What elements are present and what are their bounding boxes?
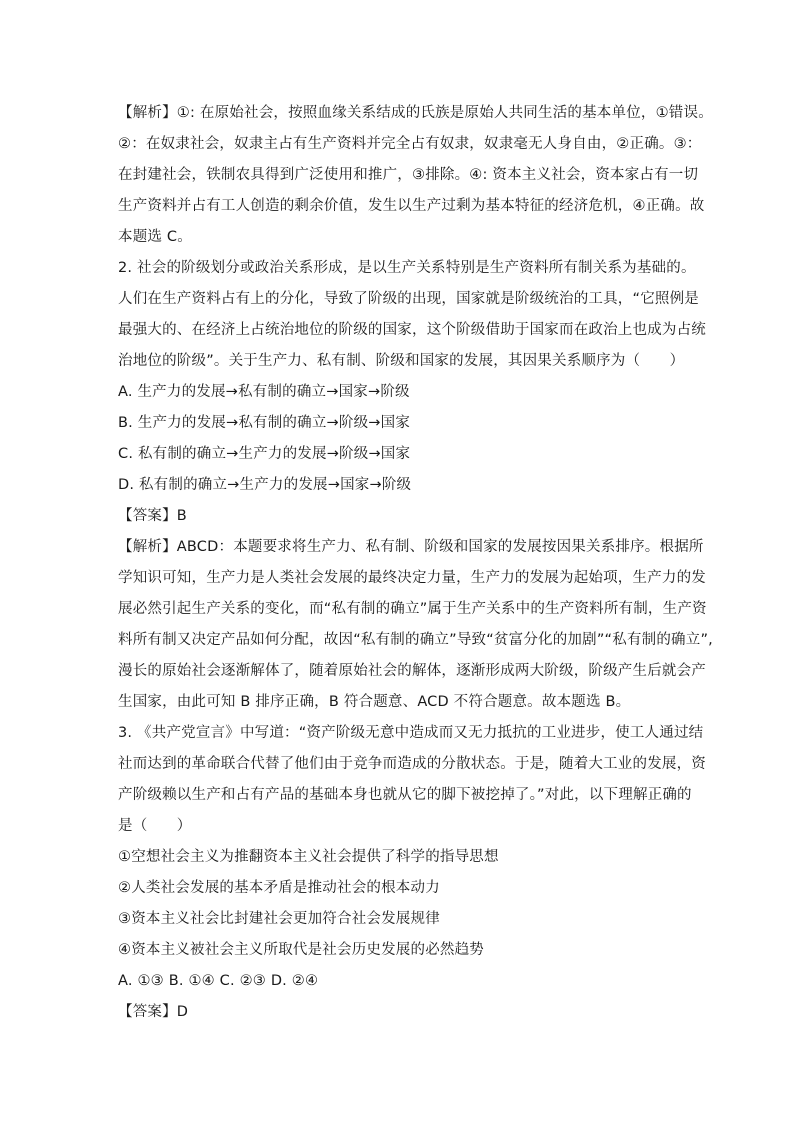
option-d: D. 私有制的确立→生产力的发展→国家→阶级	[118, 477, 412, 493]
text-line: 最强大的、在经济上占统治地位的阶级的国家，这个阶级借助于国家而在政治上也成为占统	[118, 322, 706, 338]
option-c: C. 私有制的确立→生产力的发展→阶级→国家	[118, 446, 411, 462]
question-2-stem: 2. 社会的阶级划分或政治关系形成，是以生产关系特别是生产资料所有制关系为基础的。	[118, 260, 696, 276]
text-line: 生产资料并占有工人创造的剩余价值，发生以生产过剩为基本特征的经济危机，④正确。故	[118, 198, 705, 214]
text-line: 【解析】①: 在原始社会，按照血缘关系结成的氏族是原始人共同生活的基本单位，①错误。	[118, 105, 713, 121]
text-line: 是（ ）	[118, 818, 192, 834]
text-line: 人们在生产资料占有上的分化，导致了阶级的出现，国家就是阶级统治的工具，“它照例是	[118, 291, 700, 307]
answer-label: 【答案】B	[118, 508, 187, 524]
statement-2: ②人类社会发展的基本矛盾是推动社会的根本动力	[118, 880, 440, 896]
text-line: 展必然引起生产关系的变化，而“私有制的确立”属于生产关系中的生产资料所有制，生产资	[118, 601, 707, 617]
question-3-stem: 3. 《共产党宣言》中写道：“资产阶级无意中造成而又无力抵抗的工业进步，使工人通过结	[118, 725, 704, 741]
text-line: 本题选 C。	[118, 229, 192, 245]
text-line: 漫长的原始社会逐渐解体了，随着原始社会的解体，逐渐形成两大阶级，阶级产生后就会产	[118, 663, 706, 679]
text-line: 社而达到的革命联合代替了他们由于竞争而造成的分散状态。于是，随着大工业的发展，资	[118, 756, 706, 772]
option-b: B. 生产力的发展→私有制的确立→阶级→国家	[118, 415, 411, 431]
options-row: A. ①③ B. ①④ C. ②③ D. ②④	[118, 973, 319, 989]
statement-4: ④资本主义被社会主义所取代是社会历史发展的必然趋势	[118, 942, 484, 958]
statement-1: ①空想社会主义为推翻资本主义社会提供了科学的指导思想	[118, 849, 499, 865]
text-line: 料所有制又决定产品如何分配，故因“私有制的确立”导致“贫富分化的加剧”“私有制的确立”,	[118, 632, 713, 648]
text-line: 【解析】ABCD：本题要求将生产力、私有制、阶级和国家的发展按因果关系排序。根据所	[118, 539, 704, 555]
text-line: ②：在奴隶社会，奴隶主占有生产资料并完全占有奴隶，奴隶毫无人身自由，②正确。③：	[118, 136, 702, 152]
text-line: 生国家，由此可知 B 排序正确，B 符合题意、ACD 不符合题意。故本题选 B。	[118, 694, 631, 710]
document-body	[118, 98, 713, 1028]
answer-label: 【答案】D	[118, 1004, 189, 1020]
text-line: 产阶级赖以生产和占有产品的基础本身也就从它的脚下被挖掉了。”对此，以下理解正确的	[118, 787, 692, 803]
text-line: 在封建社会，铁制农具得到广泛使用和推广，③排除。④: 资本主义社会，资本家占有一切	[118, 167, 699, 183]
statement-3: ③资本主义社会比封建社会更加符合社会发展规律	[118, 911, 440, 927]
option-a: A. 生产力的发展→私有制的确立→国家→阶级	[118, 384, 410, 400]
text-line: 学知识可知，生产力是人类社会发展的最终决定力量，生产力的发展为起始项，生产力的发	[118, 570, 706, 586]
text-line: 治地位的阶级”。关于生产力、私有制、阶级和国家的发展，其因果关系顺序为（ ）	[118, 353, 685, 369]
